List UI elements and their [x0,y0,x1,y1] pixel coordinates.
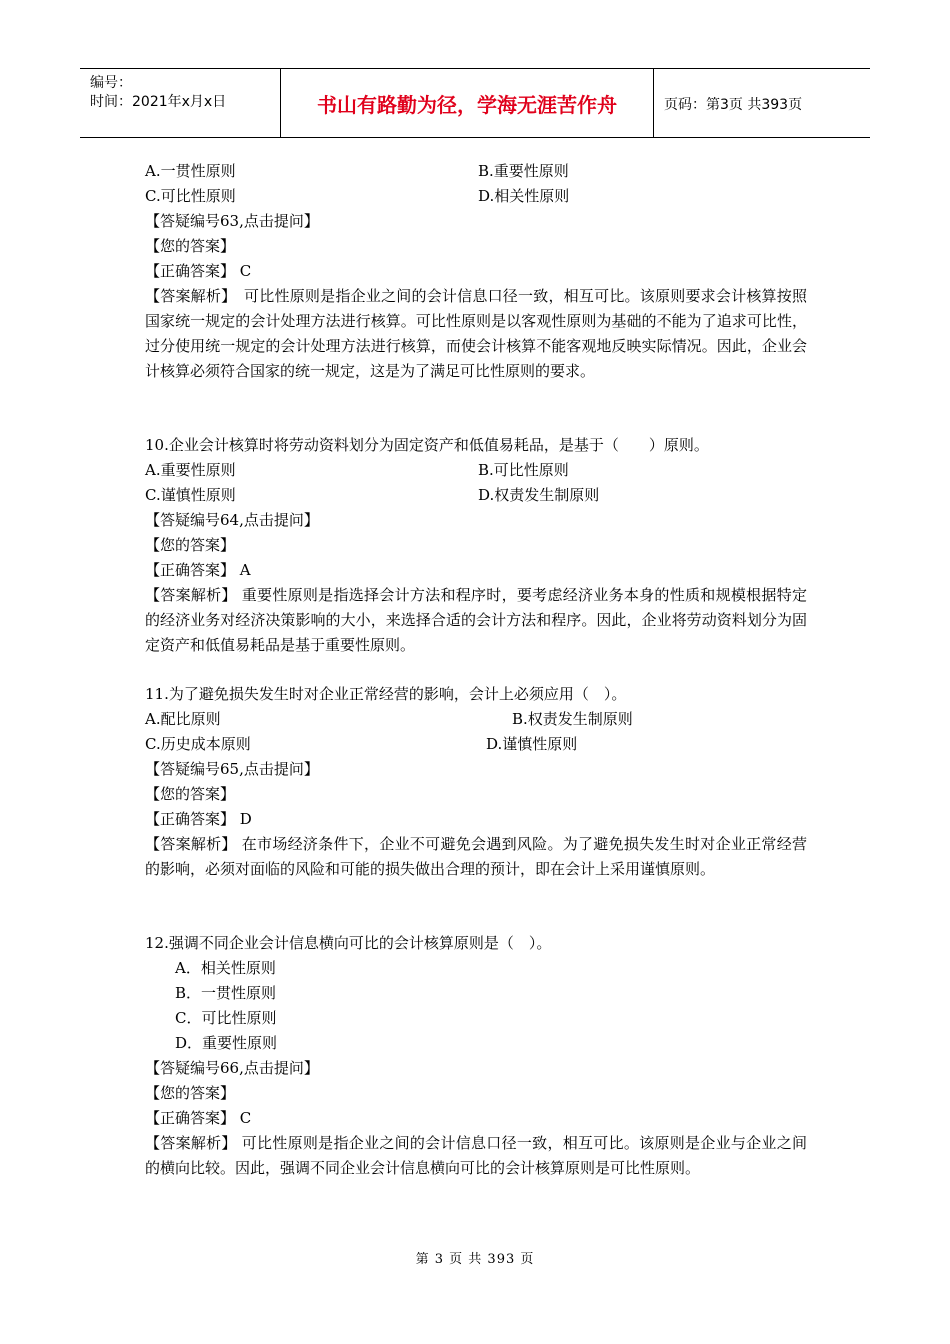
q10-correct-answer: 【正确答案】 A [145,561,251,579]
q9-option-d: D.相关性原则 [478,187,570,205]
q12-option-a: A．相关性原则 [175,959,276,977]
q12-your-answer: 【您的答案】 [145,1084,236,1102]
q10-stem: 10.企业会计核算时将劳动资料划分为固定资产和低值易耗品，是基于（ ）原则。 [145,436,709,454]
q11-stem: 11.为了避免损失发生时对企业正常经营的影响，会计上必须应用（ ）。 [145,685,627,703]
header-motto: 书山有路勤为径，学海无涯苦作舟 [281,69,654,137]
q11-your-answer: 【您的答案】 [145,785,236,803]
q9-option-b: B.重要性原则 [478,162,569,180]
q12-option-b: B．一贯性原则 [175,984,277,1002]
q11-option-c: C.历史成本原则 [145,735,251,753]
page-header [80,68,870,138]
q9-your-answer: 【您的答案】 [145,237,236,255]
q12-option-d: D．重要性原则 [175,1034,278,1052]
header-meta-cell [80,69,281,137]
q11-correct-answer: 【正确答案】 D [145,810,252,828]
q12-analysis: 【答案解析】 可比性原则是指企业之间的会计信息口径一致，相互可比。该原则是企业与企业之间的横向比较。因此，强调不同企业会计信息横向可比的会计核算原则是可比性原则。 [145,1134,807,1177]
q11-ask-link[interactable]: 【答疑编号65,点击提问】 [145,760,319,778]
q10-option-c: C.谨慎性原则 [145,486,236,504]
q11-option-d: D.谨慎性原则 [486,735,578,753]
q10-ask-link[interactable]: 【答疑编号64,点击提问】 [145,511,319,529]
q10-option-a: A.重要性原则 [145,461,236,479]
q12-stem: 12.强调不同企业会计信息横向可比的会计核算原则是（ ）。 [145,934,552,952]
q9-analysis: 【答案解析】 可比性原则是指企业之间的会计信息口径一致，相互可比。该原则要求会计核算按照国家统一规定的会计处理方法进行核算。可比性原则是以客观性原则为基础的不能为了追求可比性，过分使用统一规定的会计处理方法进行核算，而使会计核算不能客观地反映实际情况。因此，企业会计核算必须符合国家的统一规定，这是为了满足可比性原则的要求。 [145,287,807,380]
header-page-code: 页码：第3页 共393页 [664,97,803,113]
q11-analysis: 【答案解析】 在市场经济条件下，企业不可避免会遇到风险。为了避免损失发生时对企业正常经营的影响，必须对面临的风险和可能的损失做出合理的预计，即在会计上采用谨慎原则。 [145,835,807,878]
q9-ask-link[interactable]: 【答疑编号63,点击提问】 [145,212,319,230]
q9-correct-answer: 【正确答案】 C [145,262,252,280]
q9-option-a: A.一贯性原则 [145,162,236,180]
q12-option-c: C．可比性原则 [175,1009,277,1027]
time-label: 时间：2021年x月x日 [90,94,227,110]
q11-option-b: B.权责发生制原则 [512,710,633,728]
q10-your-answer: 【您的答案】 [145,536,236,554]
q9-option-c: C.可比性原则 [145,187,236,205]
q12-correct-answer: 【正确答案】 C [145,1109,252,1127]
q10-option-b: B.可比性原则 [478,461,569,479]
number-label: 编号： [90,75,132,91]
page-footer: 第 3 页 共 393 页 [415,1252,535,1267]
q10-analysis: 【答案解析】 重要性原则是指选择会计方法和程序时，要考虑经济业务本身的性质和规模根据特定的经济业务对经济决策影响的大小，来选择合适的会计方法和程序。因此，企业将劳动资料划分为固定资产和低值易耗品是基于重要性原则。 [145,586,807,654]
q11-option-a: A.配比原则 [145,710,221,728]
q12-ask-link[interactable]: 【答疑编号66,点击提问】 [145,1059,319,1077]
q10-option-d: D.权责发生制原则 [478,486,600,504]
